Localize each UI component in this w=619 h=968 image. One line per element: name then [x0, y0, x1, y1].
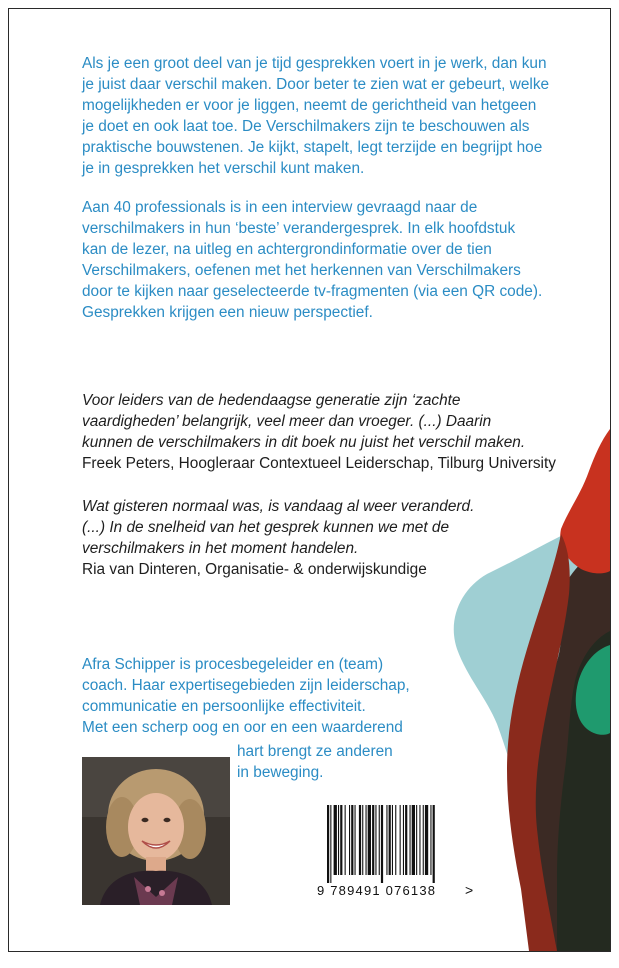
book-back-cover [8, 8, 611, 952]
quote-attribution: Freek Peters, Hoogleraar Contextueel Leiderschap, Tilburg University [82, 455, 556, 472]
barcode-bar [334, 805, 337, 875]
quote-line: kunnen de verschilmakers in dit boek nu juist het verschil maken. [82, 434, 526, 451]
intro-line: mogelijkheden er voor je liggen, neemt de gerichtheid van hetgeen [82, 97, 537, 114]
barcode-bar [359, 805, 361, 875]
barcode-bar [403, 805, 404, 875]
research-line: Gesprekken krijgen een nieuw perspectief. [82, 304, 373, 321]
research-line: kan de lezer, na uitleg en achtergrondinformatie over de tien [82, 241, 492, 258]
barcode-bar [330, 805, 331, 883]
isbn-number: 9 789491 076138 [317, 883, 437, 898]
barcode-bar [410, 805, 411, 875]
barcode-bar [425, 805, 428, 875]
barcode-bar [372, 805, 374, 875]
quote-attribution: Ria van Dinteren, Organisatie- & onderwijskundige [82, 561, 427, 578]
research-line: verschilmakers in hun ‘beste’ verandergesprek. In elk hoofdstuk [82, 220, 516, 237]
intro-line: Als je een groot deel van je tijd gesprekken voert in je werk, dan kun [82, 55, 547, 72]
intro-paragraph [82, 53, 587, 179]
barcode-bar [355, 805, 356, 875]
author-bio-line: Met een scherp oog en oor en een waarderend [82, 719, 403, 736]
barcode-bar [423, 805, 424, 875]
barcode-bar [392, 805, 393, 875]
intro-line: je doet en ook laat toe. De Verschilmakers zijn te beschouwen als [82, 118, 530, 135]
barcode-bar [379, 805, 380, 875]
barcode-bar [375, 805, 376, 875]
barcode-bar [381, 805, 383, 883]
author-bio-continued [237, 741, 611, 783]
author-bio-line: hart brengt ze anderen [237, 743, 393, 760]
quote-line: verschilmakers in het moment handelen. [82, 540, 359, 557]
intro-line: je juist daar verschil maken. Door beter te zien wat er gebeurt, welke [82, 76, 550, 93]
barcode-bar [416, 805, 417, 875]
barcode-bar [386, 805, 387, 875]
barcode-bar [419, 805, 420, 875]
intro-line: je in gesprekken het verschil kunt maken. [82, 160, 365, 177]
barcode-bar [433, 805, 435, 883]
research-line: Verschilmakers, oefenen met het herkennen van Verschilmakers [82, 262, 521, 279]
barcode-bar [400, 805, 401, 875]
author-bio-line: communicatie en persoonlijke effectiviteit. [82, 698, 366, 715]
author-bio [82, 654, 587, 738]
barcode-bar [412, 805, 415, 875]
research-line: Aan 40 professionals is in een interview gevraagd naar de [82, 199, 478, 216]
barcode-bar [366, 805, 367, 875]
barcode-bar [349, 805, 350, 875]
barcode-bar [345, 805, 346, 875]
author-bio-line: Afra Schipper is procesbegeleider en (team) [82, 656, 384, 673]
quote-line: Voor leiders van de hedendaagse generatie zijn ‘zachte [82, 392, 461, 409]
intro-line: praktische bouwstenen. Je kijkt, stapelt, legt terzijde en begrijpt hoe [82, 139, 543, 156]
author-bio-line: in beweging. [237, 764, 324, 781]
quote-line: Wat gisteren normaal was, is vandaag al weer veranderd. [82, 498, 475, 515]
isbn-arrow: > [465, 882, 474, 898]
author-bio-line: coach. Haar expertisegebieden zijn leiderschap, [82, 677, 410, 694]
barcode-bar [395, 805, 396, 875]
quote-freek-peters [82, 390, 587, 474]
research-paragraph [82, 197, 587, 323]
quote-line: vaardigheden’ belangrijk, veel meer dan vroeger. (...) Daarin [82, 413, 492, 430]
barcode-bar [405, 805, 407, 875]
barcode-bar [362, 805, 363, 875]
barcode-bar [340, 805, 342, 875]
author-photo [82, 757, 230, 905]
barcode-bar [368, 805, 371, 875]
barcode-bar [338, 805, 339, 875]
barcode-bar [389, 805, 391, 875]
quote-ria-van-dinteren [82, 496, 587, 580]
barcode-bar [351, 805, 353, 875]
research-line: door te kijken naar geselecteerde tv-fragmenten (via een QR code). [82, 283, 543, 300]
barcode-bar [327, 805, 329, 883]
quote-line: (...) In de snelheid van het gesprek kunnen we met de [82, 519, 450, 536]
barcode-bar [430, 805, 431, 875]
